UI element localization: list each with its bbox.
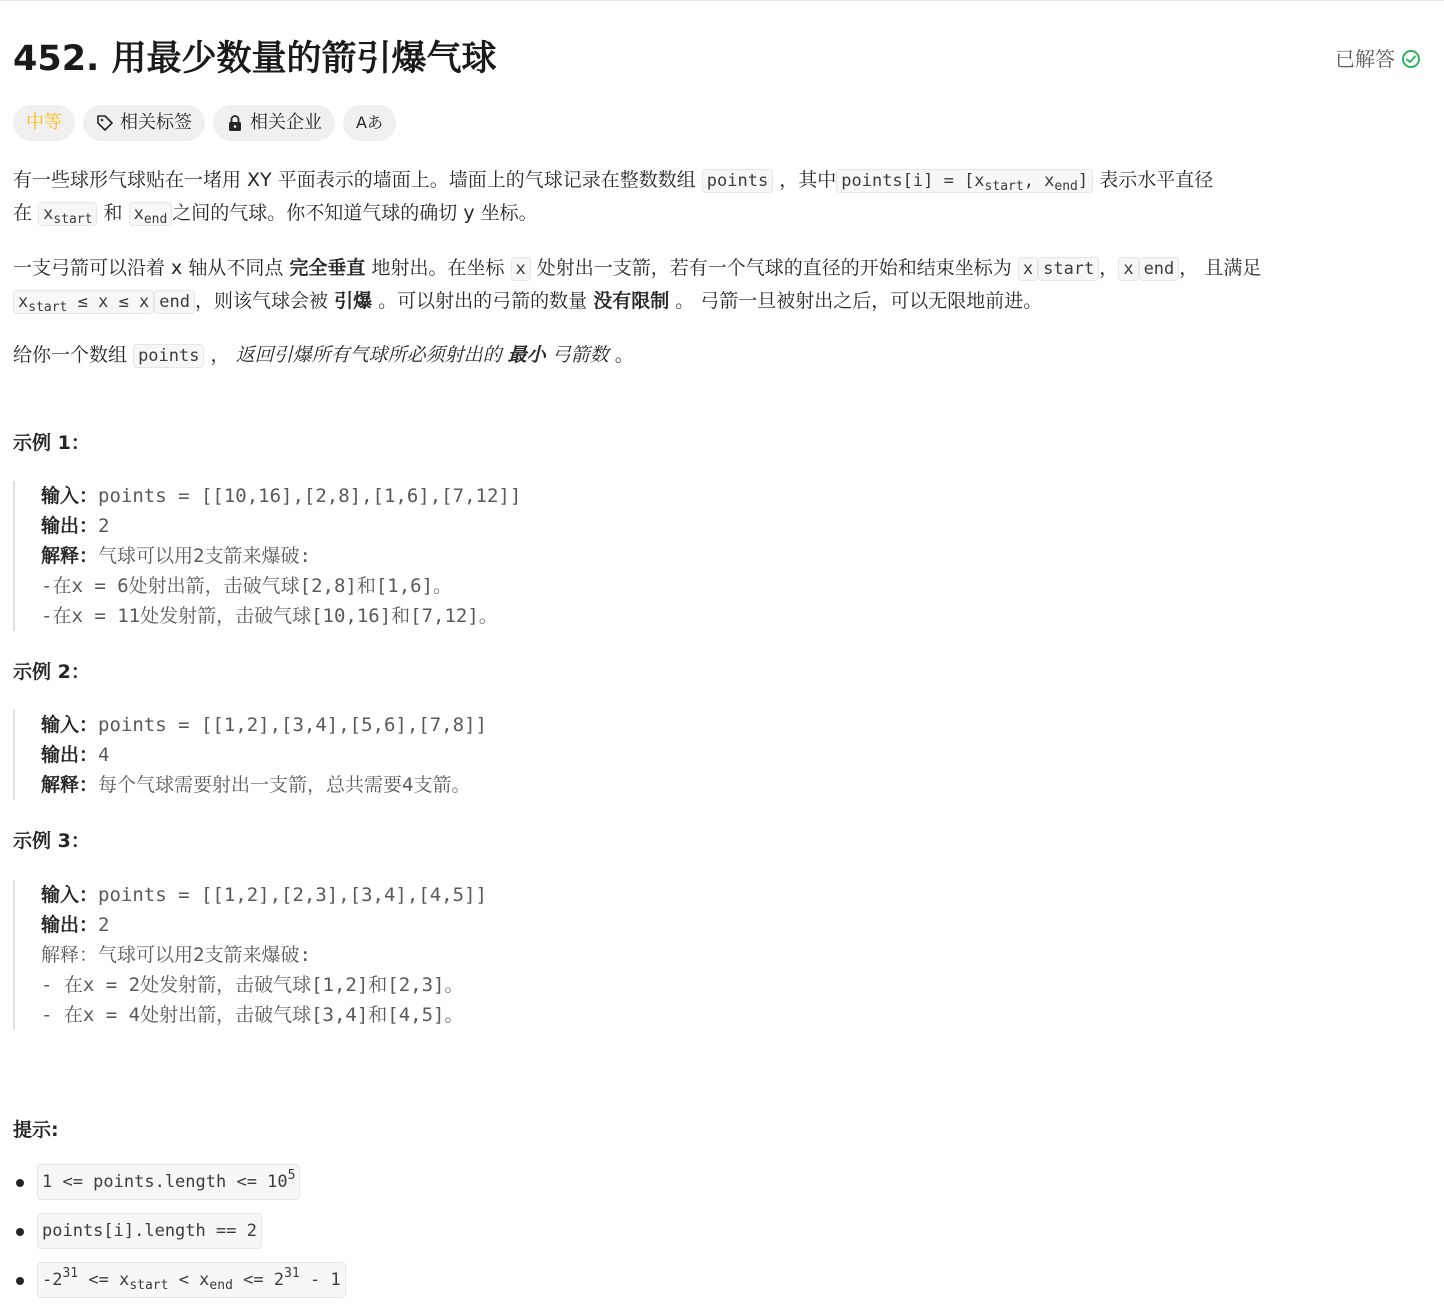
text: points[i] = [x: [841, 171, 985, 191]
text: ，则该气球会被: [195, 290, 329, 312]
italic-text: 返回引爆所有气球所必须射出的: [235, 344, 502, 366]
output-value: 4: [98, 744, 110, 766]
related-tags-button[interactable]: [83, 105, 205, 141]
related-tags-label: 相关标签: [120, 112, 192, 133]
subscript: end: [143, 212, 168, 227]
subscript: start: [53, 212, 93, 227]
inline-code: [37, 1164, 300, 1200]
bold-text: 引爆: [334, 290, 373, 312]
text: 和: [103, 202, 123, 224]
description-paragraph-2: 一支弓箭可以沿着 x 轴从不同点 完全垂直 地射出。在坐标 x 处射出一支箭，若有一个气球的直径的开始和结束坐标为 x start ， x end ， 且满足 $x_{start} \le x \le x$ end ，则该气球会被 引爆 。可以射出的弓箭的数量 没有限制 。 弓箭一旦被射出之后，可以无限地前进。: [13, 257, 1262, 315]
output-label: 输出：: [41, 914, 99, 936]
input-label: 输入：: [41, 884, 99, 906]
text: , x: [1023, 171, 1055, 191]
text: 给你一个数组: [13, 344, 128, 366]
text: -2: [42, 1270, 63, 1290]
subscript: end: [209, 1278, 233, 1293]
input-label: 输入：: [41, 714, 99, 736]
input-label: 输入：: [41, 485, 99, 507]
text: - 1: [299, 1270, 341, 1290]
inline-code: [836, 169, 1093, 193]
example-3-block: [13, 880, 487, 1030]
explain-label: 解释：: [41, 545, 99, 567]
italic-text: 弓箭数: [551, 344, 609, 366]
superscript: 31: [284, 1266, 300, 1281]
text: 。: [614, 344, 634, 366]
font-toggle-button[interactable]: [343, 105, 396, 141]
text: ， 且满足: [1179, 257, 1262, 279]
example-2-heading: 示例 2：: [13, 661, 90, 683]
hints-list: [13, 1164, 346, 1311]
subscript: start: [28, 300, 68, 315]
superscript: 31: [62, 1266, 79, 1281]
inline-code: x: [1118, 257, 1138, 281]
inline-code: start: [1038, 257, 1099, 281]
check-circle-icon: [1401, 49, 1421, 69]
output-label: 输出：: [41, 515, 99, 537]
inline-code: [129, 202, 173, 226]
subscript: end: [1054, 179, 1078, 194]
text: 表示水平直径: [1099, 169, 1214, 191]
subscript: start: [129, 1278, 169, 1293]
list-item: [13, 1164, 346, 1213]
explain-line: - 在x = 2处发射箭，击破气球[1,2]和[2,3]。: [41, 974, 464, 996]
translate-icon: Aあ: [356, 113, 383, 132]
inline-code: x: [1018, 257, 1038, 281]
text: ，: [210, 344, 230, 366]
explain-line: -在x = 11处发射箭，击破气球[10,16]和[7,12]。: [41, 605, 498, 627]
inline-code: points: [133, 344, 204, 368]
subscript: start: [984, 179, 1024, 194]
description-paragraph-3: [13, 339, 634, 372]
tag-bar: [13, 105, 396, 141]
text: ≤ x ≤ x: [67, 292, 150, 312]
difficulty-label: 中等: [26, 112, 62, 133]
text: <= x: [78, 1270, 130, 1290]
text: 处射出一支箭，若有一个气球的直径的开始和结束坐标为: [536, 257, 1012, 279]
text: ]: [1077, 171, 1089, 191]
inline-code: end: [154, 290, 195, 314]
list-item: [13, 1262, 346, 1311]
inline-code: [13, 290, 154, 314]
lock-icon: [226, 114, 244, 132]
hints-heading: 提示:: [13, 1119, 59, 1141]
output-label: 输出：: [41, 744, 99, 766]
related-companies-button[interactable]: [213, 105, 335, 141]
inline-code: end: [1139, 257, 1180, 281]
text: 地射出。在坐标: [371, 257, 505, 279]
related-companies-label: 相关企业: [250, 112, 322, 133]
text: ，其中: [779, 169, 837, 191]
input-value: points = [[10,16],[2,8],[1,6],[7,12]]: [98, 485, 522, 507]
text: x: [18, 292, 29, 312]
text: <= 2: [232, 1270, 285, 1290]
description-paragraph-1: [13, 164, 1213, 230]
solved-label: 已解答: [1335, 47, 1395, 71]
example-3-heading: 示例 3：: [13, 830, 90, 852]
explain-line: - 在x = 4处射出箭，击破气球[3,4]和[4,5]。: [41, 1004, 464, 1026]
text: 一支弓箭可以沿着 x 轴从不同点: [13, 257, 284, 279]
explain-label: 解释：: [41, 774, 99, 796]
explain-text: 气球可以用2支箭来爆破:: [98, 545, 311, 567]
example-1-block: [13, 481, 521, 631]
solved-status: [1335, 43, 1421, 75]
text: 在: [13, 202, 33, 224]
tag-icon: [96, 114, 114, 132]
title-row: [13, 1, 1433, 101]
input-value: points = [[1,2],[3,4],[5,6],[7,8]]: [98, 714, 487, 736]
text: 之间的气球。你不知道气球的确切 y 坐标。: [172, 202, 538, 224]
text: < x: [168, 1270, 210, 1290]
text: 。 弓箭一旦被射出之后，可以无限地前进。: [675, 290, 1043, 312]
list-item: [13, 1213, 346, 1262]
bold-text: 最小: [507, 344, 546, 366]
text: 。可以射出的弓箭的数量: [378, 290, 588, 312]
difficulty-badge[interactable]: [13, 105, 75, 141]
explain-text: 解释：气球可以用2支箭来爆破:: [41, 944, 311, 966]
text: x: [43, 204, 54, 224]
inline-code: points[i].length == 2: [37, 1213, 262, 1249]
bold-text: 完全垂直: [289, 257, 366, 279]
explain-text: 每个气球需要射出一支箭，总共需要4支箭。: [98, 774, 471, 796]
text: 有一些球形气球贴在一堵用 XY 平面表示的墙面上。墙面上的气球记录在整数数组: [13, 169, 696, 191]
example-2-block: [13, 710, 487, 800]
bold-text: 没有限制: [593, 290, 670, 312]
example-1-heading: 示例 1：: [13, 432, 90, 454]
problem-title: 452. 用最少数量的箭引爆气球: [13, 39, 497, 79]
output-value: 2: [98, 515, 110, 537]
inline-code: x: [511, 257, 531, 281]
inline-code: points: [702, 169, 773, 193]
text: 1 <= points.length <= 10: [42, 1172, 288, 1192]
inline-code: [38, 202, 97, 226]
input-value: points = [[1,2],[2,3],[3,4],[4,5]]: [98, 884, 487, 906]
output-value: 2: [98, 914, 110, 936]
explain-line: -在x = 6处射出箭，击破气球[2,8]和[1,6]。: [41, 575, 453, 597]
superscript: 5: [287, 1168, 296, 1183]
inline-code: [37, 1262, 346, 1298]
text: x: [133, 204, 144, 224]
